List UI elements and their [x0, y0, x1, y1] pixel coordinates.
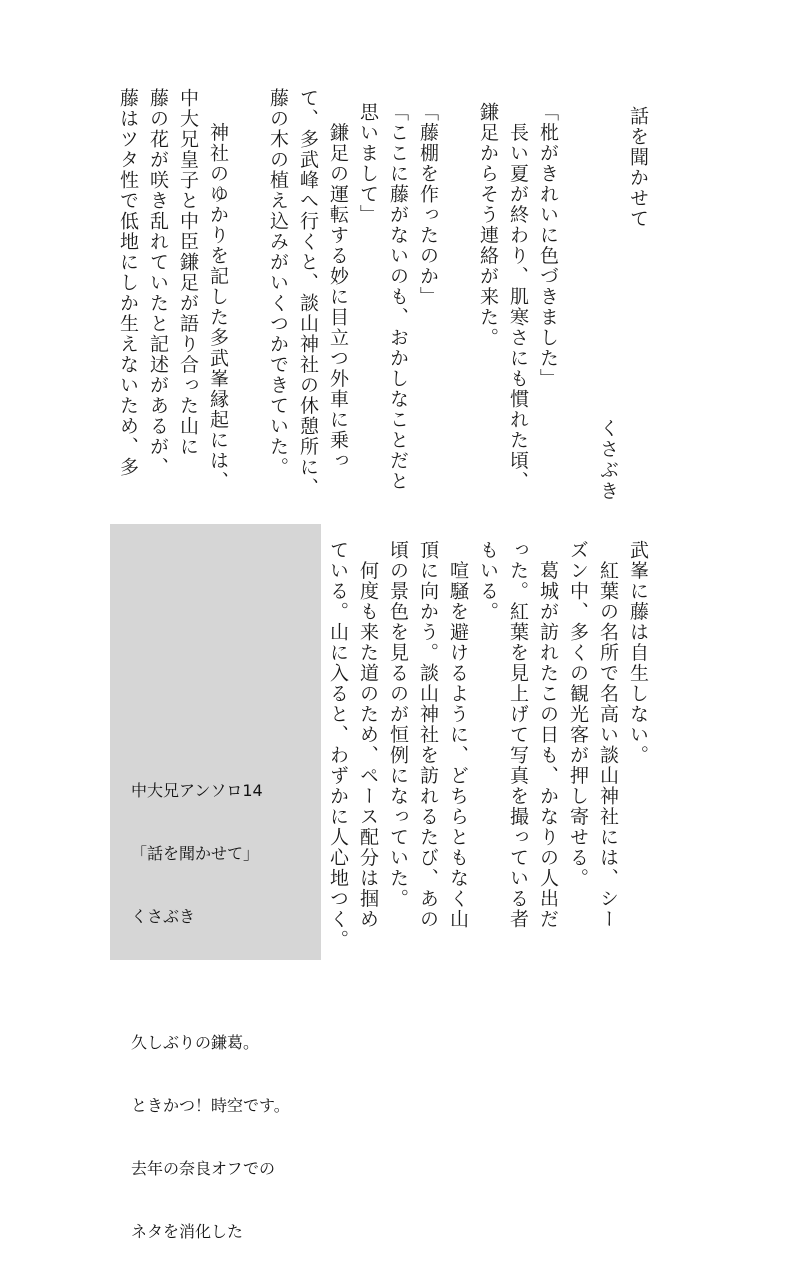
- text-column: 葛城が訪れたこの日も、かなりの人出だ: [537, 540, 559, 930]
- text-column: 思いまして」: [357, 102, 379, 225]
- note-line: 去年の奈良オフでの: [131, 1159, 276, 1178]
- note-line: ときかつ！時空です。: [131, 1096, 290, 1115]
- note-text: [131, 738, 290, 1263]
- text-column: 喧騒を避けるように、どちらともなく山: [447, 540, 469, 930]
- text-column: て、多武峰へ行くと、談山神社の休憩所に、: [297, 88, 319, 498]
- text-column: もいる。: [477, 540, 499, 622]
- text-column: 何度も来た道のため、ペース配分は掴め: [357, 540, 379, 930]
- text-column: ズン中、多くの観光客が押し寄せる。: [567, 540, 589, 889]
- text-column: 長い夏が終わり、肌寒さにも慣れた頃、: [507, 102, 529, 492]
- note-line: 中大兄アンソロ14: [131, 781, 263, 800]
- text-column: 藤はツタ性で低地にしか生えないため、多: [117, 88, 139, 478]
- text-column: 鎌足の運転する妙に目立つ外車に乗っ: [327, 102, 349, 471]
- text-column: ている。山に入ると、わずかに人心地つく。: [327, 540, 349, 950]
- note-line: くさぶき: [131, 907, 196, 926]
- text-column: 藤の花が咲き乱れていたと記述があるが、: [147, 88, 169, 478]
- text-column: 神社のゆかりを記した多武峯縁起には、: [207, 102, 229, 492]
- text-column: 「枇がきれいに色づきました」: [537, 102, 559, 389]
- note-spacer: [131, 969, 290, 990]
- text-column: 中大兄皇子と中臣鎌足が語り合った山に: [177, 88, 199, 457]
- text-column: 頂に向かう。談山神社を訪れるたび、あの: [417, 540, 439, 930]
- text-column: った。紅葉を見上げて写真を撮っている者: [507, 540, 529, 930]
- text-column: 「藤棚を作ったのか」: [417, 102, 439, 307]
- text-column: 武峯に藤は自生しない。: [627, 540, 649, 766]
- text-column: 「ここに藤がないのも、おかしなことだと: [387, 102, 409, 492]
- note-line: ネタを消化した: [131, 1222, 244, 1241]
- text-column: 鎌足からそう連絡が来た。: [477, 102, 499, 348]
- text-column: 頃の景色を見るのが恒例になっていた。: [387, 540, 409, 909]
- story-title: 話を聞かせて: [627, 106, 649, 229]
- text-column: 紅葉の名所で名高い談山神社には、シー: [597, 540, 619, 930]
- note-line: 久しぶりの鎌葛。: [131, 1033, 260, 1052]
- note-line: 「話を聞かせて」: [131, 844, 260, 863]
- text-column: 藤の木の植え込みがいくつかできていた。: [267, 88, 289, 478]
- story-author: くさぶき: [597, 418, 619, 502]
